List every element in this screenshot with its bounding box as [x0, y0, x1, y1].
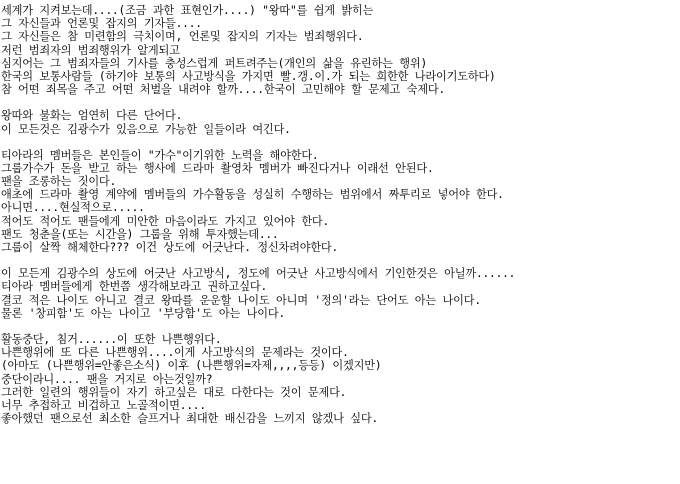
text-line: 결코 적은 나이도 아니고 결코 왕따를 운운할 나이도 아니며 '정의'라는 단어도 아는 나이다.: [1, 293, 481, 307]
paragraph-2: [1, 109, 677, 135]
text-line: 좋아했던 팬으로선 최소한 슬프거나 최대한 배신감을 느끼지 않겠나 싶다.: [1, 412, 379, 426]
document-body: [1, 4, 677, 438]
text-line: 중단이라니.... 팬을 거지로 아는것일까?: [1, 372, 213, 386]
text-line: 저런 범죄자의 범죄행위가 알게되고: [1, 43, 180, 57]
text-line: 티아라의 멤버들은 본인들이 "가수"이기위한 노력을 해야한다.: [1, 148, 319, 162]
paragraph-1: [1, 4, 677, 96]
text-line: 팬도 청춘을(또는 시간을) 그룹을 위해 투자했는데...: [1, 227, 279, 241]
paragraph-3: [1, 149, 677, 255]
text-line: 너무 추접하고 비겁하고 노골적이면....: [1, 398, 206, 412]
text-line: 아니면....현실적으로.....: [1, 201, 145, 215]
text-line: 나쁜행위에 또 다른 나쁜행위....이게 사고방식의 문제라는 것이다.: [1, 346, 349, 360]
text-line: 왕따와 불화는 엄연히 다른 단어다.: [1, 109, 183, 123]
text-line: 그룹이 살짝 해체한다??? 이건 상도에 어긋난다. 정신차려야한다.: [1, 241, 339, 254]
text-line: 팬을 조롱하는 짓이다.: [1, 175, 117, 189]
text-line: 이 모든게 김광수의 상도에 어긋난 사고방식, 정도에 어긋난 사고방식에서 기인한것은 아닐까......: [1, 267, 516, 281]
text-line: (아마도 (나쁜행위=안좋은소식) 이후 (나쁜행위=자제,,,,등등) 이겠지만): [1, 359, 382, 373]
paragraph-4: [1, 267, 677, 320]
text-line: 물론 '창피함'도 아는 나이고 '부당함'도 아는 나이다.: [1, 306, 286, 320]
text-line: 심지어는 그 범죄자들의 기사를 충성스럽게 퍼트려주는(개인의 삶을 유린하는 행위): [1, 56, 427, 70]
text-line: 그러한 일련의 행위들이 자기 하고싶은 대로 다한다는 것이 문제다.: [1, 385, 347, 399]
text-line: 활동중단, 침거......이 또한 나쁜행위다.: [1, 332, 222, 346]
text-line: 그 자신들과 언론및 잡지의 기자들....: [1, 17, 202, 31]
text-line: 그룹가수가 돈을 받고 하는 행사에 드라마 촬영차 멤버가 빠진다거나 이래선 안된다.: [1, 161, 434, 175]
paragraph-5: [1, 333, 677, 425]
text-line: 세계가 지켜보는데....(조금 과한 표현인가....) "왕따"를 쉽게 밝히는: [1, 4, 374, 17]
text-line: 그 자신들은 참 미련함의 극치이며, 언론및 잡지의 기자는 범죄행위다.: [1, 30, 364, 44]
text-line: 애초에 드라마 촬영 계약에 멤버들의 가수활동을 성실히 수행하는 범위에서 짜투리로 넣어야 한다.: [1, 188, 504, 202]
text-line: 이 모든것은 김광수가 있음으로 가능한 일들이라 여긴다.: [1, 122, 291, 136]
text-line: 적어도 적어도 팬들에게 미안한 마음이라도 가지고 있어야 한다.: [1, 214, 330, 228]
text-line: 참 어떤 죄목을 주고 어떤 처벌을 내려야 할까....한국이 고민해야 할 문제고 숙제다.: [1, 83, 445, 97]
text-line: 티아라 멤버들에게 한번쯤 생각해보라고 권하고싶다.: [1, 280, 268, 294]
text-line: 한국의 보통사람들 (하기야 보통의 사고방식을 가지면 빨.갱.이.가 되는 희한한 나라이기도하다): [1, 69, 496, 83]
